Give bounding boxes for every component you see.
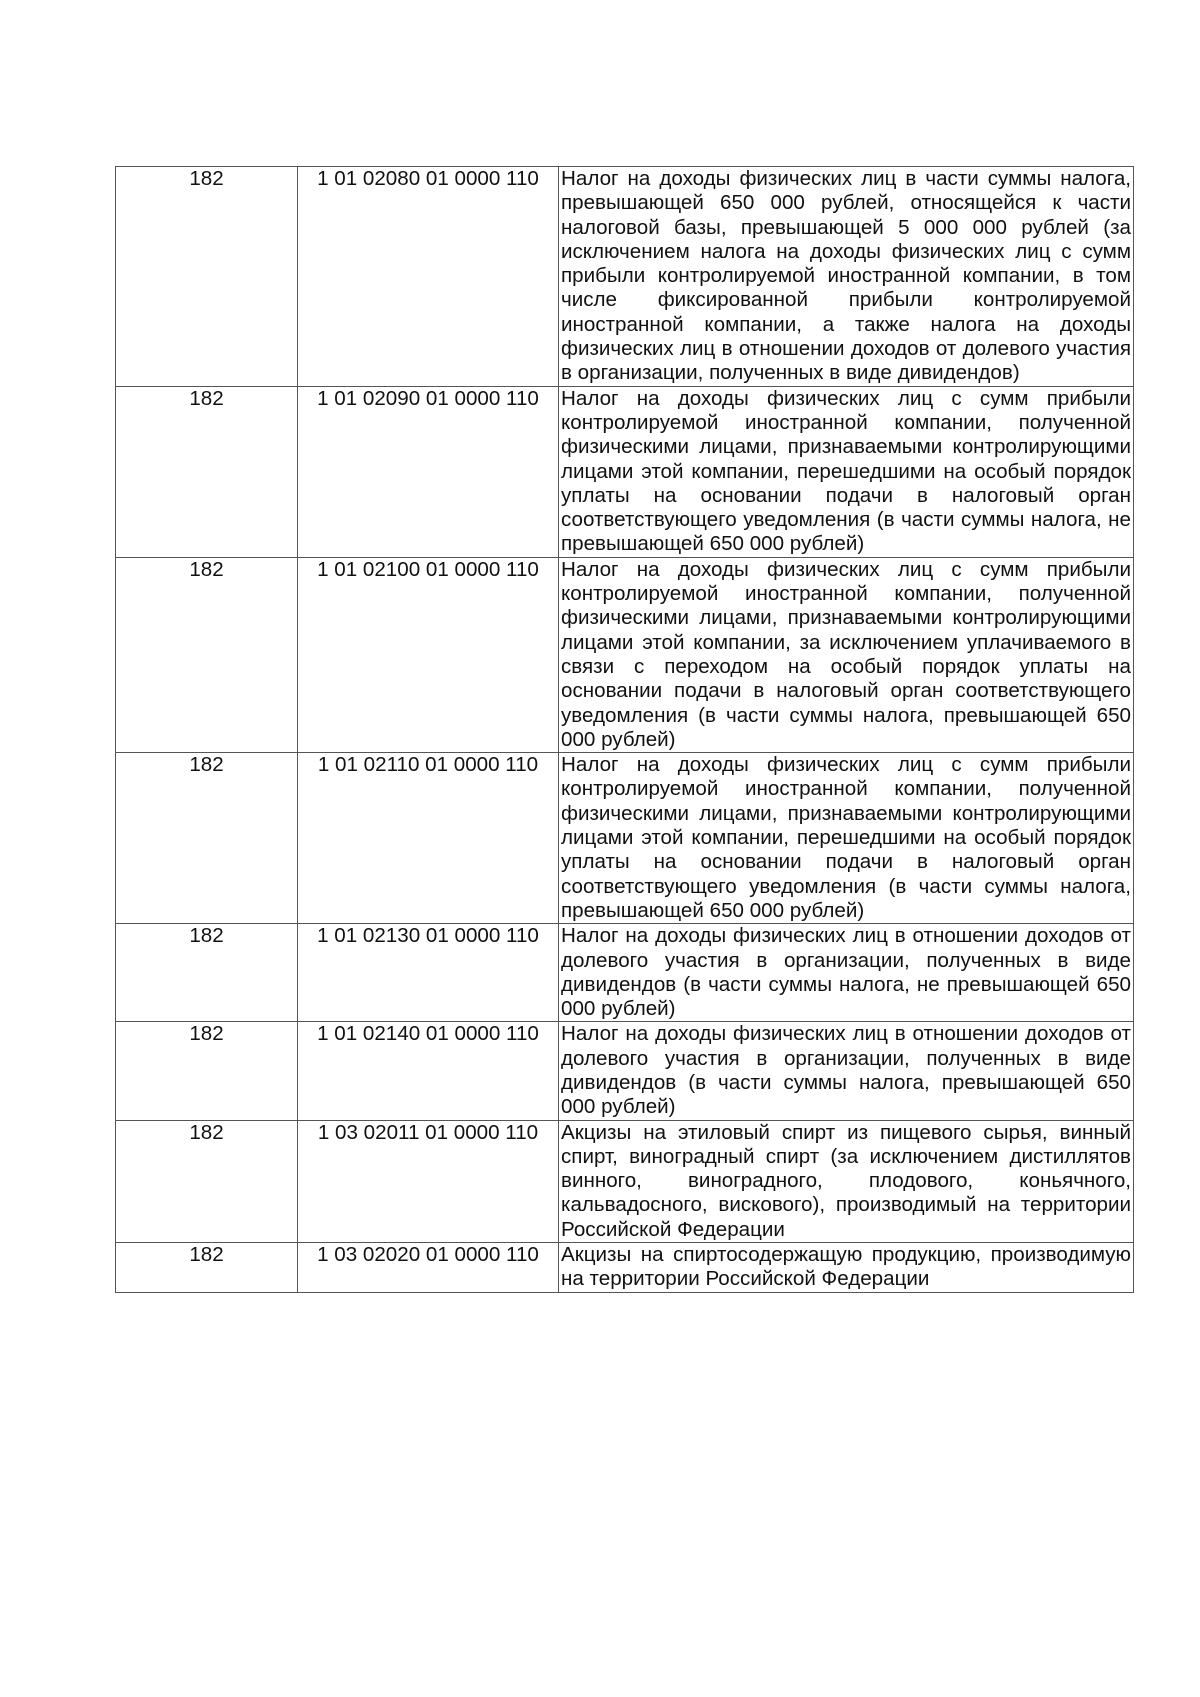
admin-code: 182 xyxy=(189,1022,224,1046)
income-name: Акцизы на спиртосодержащую продукцию, производимую на территории Российской Федерации xyxy=(561,1243,1131,1291)
income-name-cell xyxy=(559,753,1134,924)
admin-code: 182 xyxy=(189,753,224,777)
budget-code-cell xyxy=(298,753,559,924)
budget-code-cell xyxy=(298,386,559,557)
budget-code: 1 01 02130 01 0000 110 xyxy=(317,924,539,948)
budget-code-cell xyxy=(298,1120,559,1242)
income-name-cell xyxy=(559,1022,1134,1120)
budget-code-cell xyxy=(298,167,559,387)
income-name-cell xyxy=(559,1243,1134,1293)
admin-code: 182 xyxy=(189,924,224,948)
budget-code: 1 01 02110 01 0000 110 xyxy=(317,753,539,777)
admin-code-cell xyxy=(116,1243,298,1293)
admin-code-cell xyxy=(116,1022,298,1120)
budget-code-cell xyxy=(298,557,559,752)
admin-code-cell xyxy=(116,557,298,752)
table-row xyxy=(116,924,1134,1022)
income-name: Налог на доходы физических лиц в отношении доходов от долевого участия в организации, полученных в виде дивидендов (в части суммы налога, превышающей 650 000 рублей) xyxy=(561,1022,1131,1119)
budget-code: 1 01 02100 01 0000 110 xyxy=(317,557,539,581)
table-row xyxy=(116,167,1134,387)
admin-code: 182 xyxy=(189,557,224,581)
budget-code-cell xyxy=(298,1022,559,1120)
budget-code: 1 01 02090 01 0000 110 xyxy=(317,386,539,410)
table-row xyxy=(116,753,1134,924)
income-name-cell xyxy=(559,386,1134,557)
admin-code: 182 xyxy=(189,1120,224,1144)
income-name-cell xyxy=(559,557,1134,752)
income-name: Налог на доходы физических лиц в отношении доходов от долевого участия в организации, полученных в виде дивидендов (в части суммы налога, не превышающей 650 000 рублей) xyxy=(561,924,1131,1021)
admin-code: 182 xyxy=(189,386,224,410)
income-name: Налог на доходы физических лиц с сумм прибыли контролируемой иностранной компании, полученной физическими лицами, признаваемыми контролирующими лицами этой компании, перешедшими на особый порядок уплаты на основании подачи в налоговый орган соответствующего уведомления (в части суммы налога, превышающей 650 000 рублей) xyxy=(561,753,1131,922)
table-row xyxy=(116,1243,1134,1293)
budget-code-cell xyxy=(298,1243,559,1293)
table-row xyxy=(116,386,1134,557)
budget-code: 1 03 02020 01 0000 110 xyxy=(317,1243,539,1267)
admin-code-cell xyxy=(116,753,298,924)
table-row xyxy=(116,1022,1134,1120)
budget-code: 1 01 02080 01 0000 110 xyxy=(317,167,539,190)
admin-code-cell xyxy=(116,167,298,387)
admin-code-cell xyxy=(116,386,298,557)
income-name: Налог на доходы физических лиц в части суммы налога, превышающей 650 000 рублей, относящейся к части налоговой базы, превышающей 5 000 000 рублей (за исключением налога на доходы физических лиц с сумм прибыли контролируемой иностранной компании, в том числе фиксированной прибыли контролируемой иностранной компании, а также налога на доходы физических лиц в отношении доходов от долевого участия в организации, полученных в виде дивидендов) xyxy=(561,167,1131,385)
income-name: Налог на доходы физических лиц с сумм прибыли контролируемой иностранной компании, полученной физическими лицами, признаваемыми контролирующими лицами этой компании, перешедшими на особый порядок уплаты на основании подачи в налоговый орган соответствующего уведомления (в части суммы налога, не превышающей 650 000 рублей) xyxy=(561,386,1131,556)
income-name-cell xyxy=(559,924,1134,1022)
table-row xyxy=(116,1120,1134,1242)
budget-code-cell xyxy=(298,924,559,1022)
income-name: Налог на доходы физических лиц с сумм прибыли контролируемой иностранной компании, полученной физическими лицами, признаваемыми контролирующими лицами этой компании, за исключением уплачиваемого в связи с переходом на особый порядок уплаты на основании подачи в налоговый орган соответствующего уведомления (в части суммы налога, превышающей 650 000 рублей) xyxy=(561,557,1131,751)
budget-codes-table xyxy=(115,166,1134,1293)
admin-code: 182 xyxy=(189,1243,224,1267)
budget-code: 1 03 02011 01 0000 110 xyxy=(317,1120,539,1144)
admin-code-cell xyxy=(116,924,298,1022)
admin-code: 182 xyxy=(189,167,224,190)
budget-code: 1 01 02140 01 0000 110 xyxy=(317,1022,539,1046)
income-name-cell xyxy=(559,167,1134,387)
admin-code-cell xyxy=(116,1120,298,1242)
table-row xyxy=(116,557,1134,752)
income-name: Акцизы на этиловый спирт из пищевого сырья, винный спирт, виноградный спирт (за исключением дистиллятов винного, виноградного, плодового, коньячного, кальвадосного, вискового), производимый на территории Российской Федерации xyxy=(561,1120,1131,1241)
table-body xyxy=(116,167,1134,1293)
income-name-cell xyxy=(559,1120,1134,1242)
